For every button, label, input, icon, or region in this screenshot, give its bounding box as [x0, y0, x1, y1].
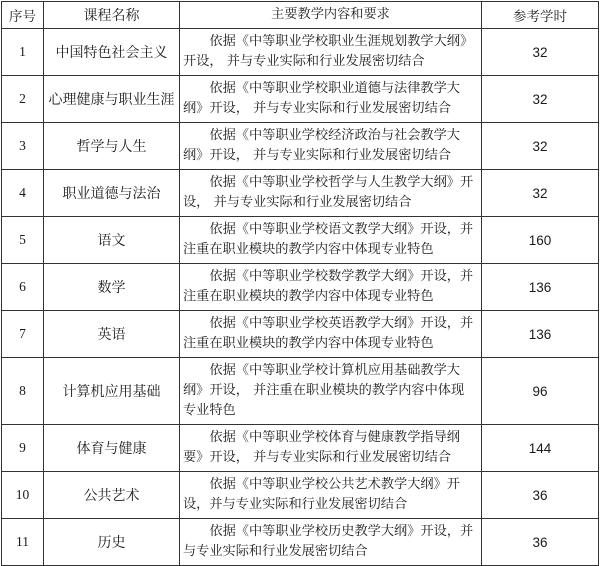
header-no: 序号 [2, 2, 44, 29]
table-row [2, 217, 599, 264]
course-content [180, 519, 482, 566]
course-hours: 136 [482, 264, 599, 311]
row-number: 11 [2, 519, 44, 566]
course-content [180, 425, 482, 472]
course-content [180, 76, 482, 123]
course-content [180, 217, 482, 264]
table-row [2, 425, 599, 472]
course-name: 心理健康与职业生涯 [44, 76, 180, 123]
header-row [2, 2, 599, 29]
row-number: 10 [2, 472, 44, 519]
header-course-name: 课程名称 [44, 2, 180, 29]
course-content-text: 依据《中等职业学校数学教学大纲》开设，并注重在职业模块的教学内容中体现专业特色 [183, 269, 474, 304]
course-content-text: 依据《中等职业学校经济政治与社会教学大纲》开设， 并与专业实际和行业发展密切结合 [183, 128, 460, 163]
table-row [2, 29, 599, 76]
row-number: 3 [2, 123, 44, 170]
course-name: 计算机应用基础 [44, 358, 180, 425]
course-content [180, 472, 482, 519]
table-row [2, 519, 599, 566]
course-content-text: 依据《中等职业学校职业生涯规划教学大纲》开设， 并与专业实际和行业发展密切结合 [183, 34, 474, 69]
course-hours: 32 [482, 76, 599, 123]
table-row [2, 358, 599, 425]
table-row [2, 170, 599, 217]
course-table [1, 1, 599, 566]
course-name: 数学 [44, 264, 180, 311]
course-hours: 32 [482, 29, 599, 76]
course-content-text: 依据《中等职业学校体育与健康教学指导纲要》开设， 并与专业实际和行业发展密切结合 [183, 430, 460, 465]
course-hours: 32 [482, 170, 599, 217]
course-content [180, 311, 482, 358]
course-content [180, 170, 482, 217]
course-name: 历史 [44, 519, 180, 566]
row-number: 6 [2, 264, 44, 311]
course-content-text: 依据《中等职业学校职业道德与法律教学大纲》开设， 并与专业实际和行业发展密切结合 [183, 81, 460, 116]
course-hours: 136 [482, 311, 599, 358]
course-hours: 36 [482, 519, 599, 566]
course-content-text: 依据《中等职业学校公共艺术教学大纲》开设，并与专业实际和行业发展密切结合 [183, 477, 460, 512]
row-number: 7 [2, 311, 44, 358]
course-content-text: 依据《中等职业学校历史教学大纲》开设，并与专业实际和行业发展密切结合 [183, 524, 474, 559]
course-hours: 160 [482, 217, 599, 264]
course-content [180, 29, 482, 76]
row-number: 2 [2, 76, 44, 123]
course-content [180, 358, 482, 425]
course-name: 公共艺术 [44, 472, 180, 519]
table-row [2, 311, 599, 358]
table-row [2, 123, 599, 170]
course-hours: 96 [482, 358, 599, 425]
row-number: 5 [2, 217, 44, 264]
row-number: 4 [2, 170, 44, 217]
table-row [2, 264, 599, 311]
course-content [180, 264, 482, 311]
course-content-text: 依据《中等职业学校英语教学大纲》开设，并注重在职业模块的教学内容中体现专业特色 [183, 316, 474, 351]
row-number: 9 [2, 425, 44, 472]
course-hours: 144 [482, 425, 599, 472]
course-content-text: 依据《中等职业学校语文教学大纲》开设，并注重在职业模块的教学内容中体现专业特色 [183, 222, 474, 257]
course-content [180, 123, 482, 170]
row-number: 8 [2, 358, 44, 425]
course-content-text: 依据《中等职业学校计算机应用基础教学大纲》开设， 并注重在职业模块的教学内容中体现专业特色 [183, 363, 465, 418]
header-hours: 参考学时 [482, 2, 599, 29]
course-hours: 36 [482, 472, 599, 519]
course-hours: 32 [482, 123, 599, 170]
course-name: 职业道德与法治 [44, 170, 180, 217]
course-name: 体育与健康 [44, 425, 180, 472]
header-content: 主要教学内容和要求 [180, 2, 482, 29]
course-name: 中国特色社会主义 [44, 29, 180, 76]
row-number: 1 [2, 29, 44, 76]
course-name: 英语 [44, 311, 180, 358]
table-row [2, 76, 599, 123]
table-row [2, 472, 599, 519]
course-name: 语文 [44, 217, 180, 264]
course-name: 哲学与人生 [44, 123, 180, 170]
course-content-text: 依据《中等职业学校哲学与人生教学大纲》开设， 并与专业实际和行业发展密切结合 [183, 175, 474, 210]
